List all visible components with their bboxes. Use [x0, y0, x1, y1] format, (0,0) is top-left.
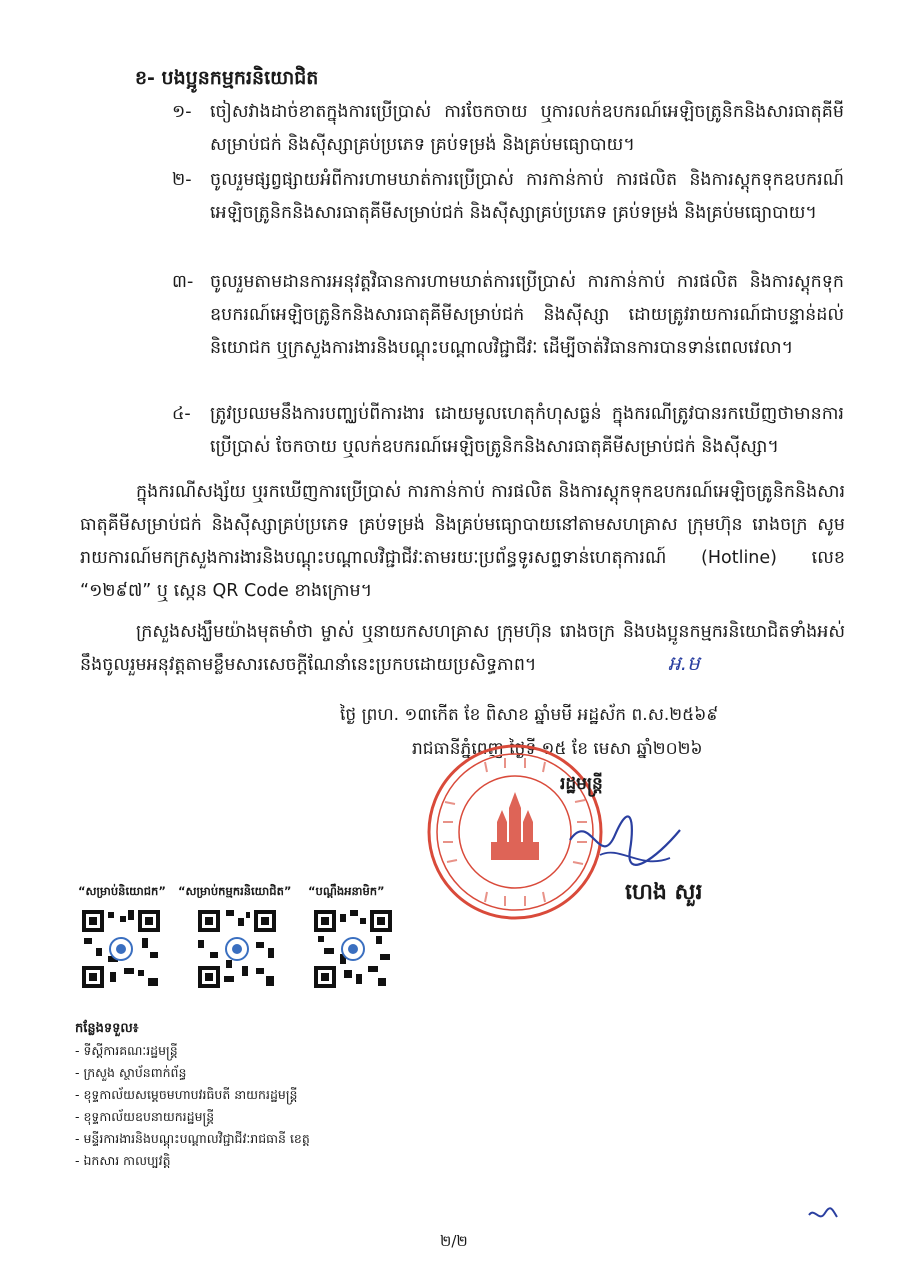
cc-item: - ទីស្តីការគណៈរដ្ឋមន្ត្រី: [75, 1043, 178, 1058]
qr-label-employer: “សម្រាប់និយោជក”: [78, 884, 166, 898]
item-number: ៤-: [172, 404, 191, 424]
cc-item: - មន្ទីរការងារនិងបណ្តុះបណ្តាលវិជ្ជាជីវៈរាជធានី ខេត្ត: [75, 1131, 310, 1146]
list-item: [172, 164, 844, 230]
qr-label-anonymous: “បណ្ដឹងអនាមិក”: [308, 884, 385, 898]
cc-item: - ខុទ្ទកាល័យសម្តេចមហាបវរធិបតី នាយករដ្ឋមន្ត្រី: [75, 1087, 298, 1102]
item-number: ២-: [172, 170, 192, 190]
item-text: ចូលរួមតាមដានការអនុវត្តវិធានការហាមឃាត់ការប្រើប្រាស់ ការកាន់កាប់ ការផលិត និងការស្តុកទុកឧបករណ៍អេឡិចត្រូនិកនិងសារធាតុគីមីសម្រាប់ជក់ និងស៊ីស្សា ដោយត្រូវរាយការណ៍ជាបន្ទាន់ដល់និយោជក ឬក្រសួងការងារនិងបណ្តុះបណ្តាលវិជ្ជាជីវៈ ដើម្បីចាត់វិធានការបានទាន់ពេលវេលា។: [210, 272, 844, 358]
cc-item: - ក្រសួង ស្ថាប័នពាក់ព័ន្ធ: [75, 1065, 187, 1080]
list-item: [172, 96, 844, 162]
page-number: ២/២: [440, 1232, 468, 1250]
item-number: ១-: [172, 102, 192, 122]
item-text: ចៀសវាងដាច់ខាតក្នុងការប្រើប្រាស់ ការចែកចាយ ឬការលក់ឧបករណ៍អេឡិចត្រូនិកនិងសារធាតុគីមីសម្រាប់ជក់ និងស៊ីស្សាគ្រប់ប្រភេទ គ្រប់ទម្រង់ និងគ្រប់មធ្យោបាយ។: [210, 102, 844, 155]
cc-item: - ឯកសារ កាលប្បវត្តិ: [75, 1153, 171, 1168]
qr-code-icon[interactable]: [80, 908, 162, 990]
cc-item: - ខុទ្ទកាល័យឧបនាយករដ្ឋមន្ត្រី: [75, 1109, 215, 1124]
section-heading: ខ- បងប្អូនកម្មករនិយោជិត: [135, 67, 319, 89]
handwritten-initials: អ.ម: [668, 651, 700, 675]
item-text: ត្រូវប្រឈមនឹងការបញ្ឈប់ពីការងារ ដោយមូលហេតុកំហុសធ្ងន់ ក្នុងករណីត្រូវបានរកឃើញថាមានការប្រើប្រាស់ ចែកចាយ ឬលក់ឧបករណ៍អេឡិចត្រូនិកនិងសារធាតុគីមីសម្រាប់ជក់ និងស៊ីស្សា។: [210, 404, 844, 457]
qr-label-worker: “សម្រាប់កម្មករនិយោជិត”: [178, 884, 292, 898]
qr-code-icon[interactable]: [312, 908, 394, 990]
list-item: [172, 266, 844, 365]
signature-icon: [560, 800, 690, 880]
cc-title: កន្លែងទទួល៖: [75, 1021, 139, 1036]
report-text: ក្នុងករណីសង្ស័យ ឬរកឃើញការប្រើប្រាស់ ការកាន់កាប់ ការផលិត និងការស្តុកទុកឧបករណ៍អេឡិចត្រូនិកនិងសារធាតុគីមីសម្រាប់ជក់ និងស៊ីស្សាគ្រប់ប្រភេទ គ្រប់ទម្រង់ និងគ្រប់មធ្យោបាយនៅតាមសហគ្រាស ក្រុមហ៊ុន រោងចក្រ សូមរាយការណ៍មកក្រសួងការងារនិងបណ្តុះបណ្តាលវិជ្ជាជីវៈតាមរយៈប្រព័ន្ធទូរសព្ទទាន់ហេតុការណ៍ (Hotline) លេខ “១២៩៧” ឬ ស្កេន QR Code ខាងក្រោម។: [80, 482, 845, 601]
solar-date: រាជធានីភ្នំពេញ ថ្ងៃទី ១៥ ខែ មេសា ឆ្នាំ២០២៦: [412, 739, 703, 759]
item-number: ៣-: [172, 272, 194, 292]
closing-text: ក្រសួងសង្ឃឹមយ៉ាងមុតមាំថា ម្ចាស់ ឬនាយកសហគ្រាស ក្រុមហ៊ុន រោងចក្រ និងបងប្អូនកម្មករនិយោជិតទាំងអស់នឹងចូលរួមអនុវត្តតាមខ្លឹមសារសេចក្តីណែនាំនេះប្រកបដោយប្រសិទ្ធភាព។: [80, 622, 845, 675]
item-text: ចូលរួមផ្សព្វផ្សាយអំពីការហាមឃាត់ការប្រើប្រាស់ ការកាន់កាប់ ការផលិត និងការស្តុកទុកឧបករណ៍អេឡិចត្រូនិកនិងសារធាតុគីមីសម្រាប់ជក់ និងស៊ីស្សាគ្រប់ប្រភេទ គ្រប់ទម្រង់ និងគ្រប់មធ្យោបាយ។: [210, 170, 844, 223]
minister-name: ហេង សួរ: [625, 880, 703, 905]
list-item: [172, 398, 844, 464]
pen-mark-icon: [805, 1205, 839, 1225]
closing-paragraph: [80, 616, 845, 682]
minister-title: រដ្ឋមន្ត្រី: [560, 774, 603, 794]
lunar-date: ថ្ងៃ ព្រហ. ១៣កើត ខែ ពិសាខ ឆ្នាំមមី អដ្ឋស័ក ព.ស.២៥៦៩: [340, 705, 719, 725]
qr-code-icon[interactable]: [196, 908, 278, 990]
report-paragraph: [80, 476, 845, 608]
